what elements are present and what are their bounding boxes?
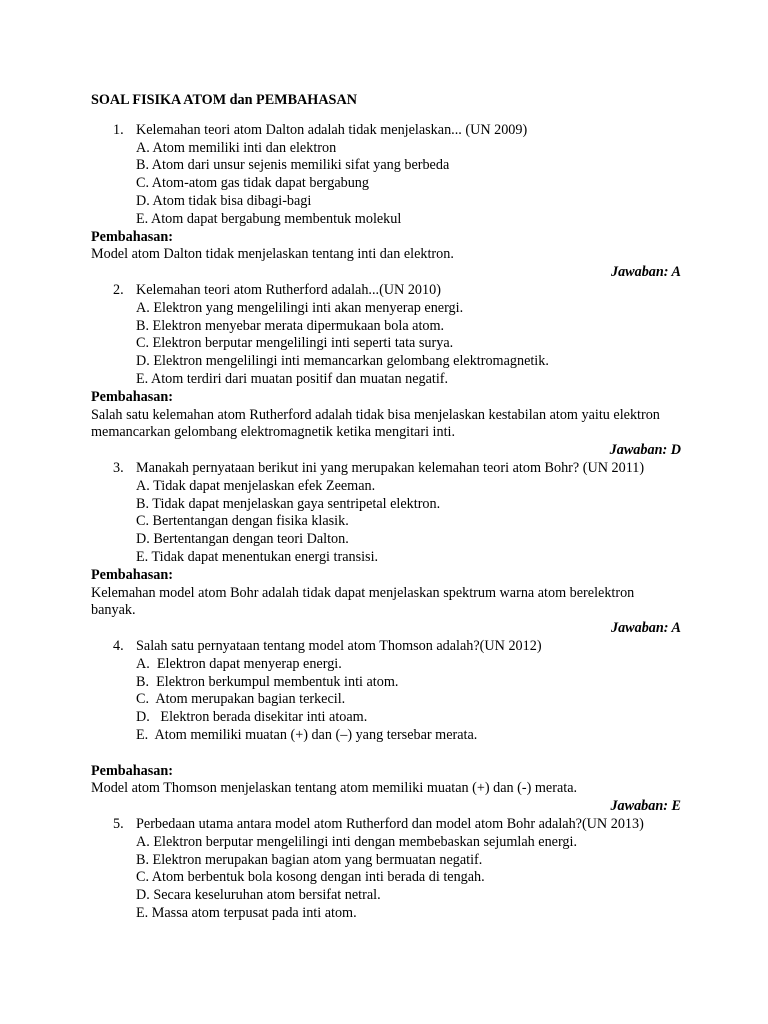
option-c: C. Atom-atom gas tidak dapat bergabung: [136, 175, 369, 192]
option-list: [91, 140, 681, 229]
question-stem: [91, 460, 681, 478]
question-number: 5.: [113, 816, 124, 833]
discussion-text: Model atom Dalton tidak menjelaskan tentang inti dan elektron.: [91, 246, 454, 263]
option-c: C. Atom berbentuk bola kosong dengan inti berada di tengah.: [136, 869, 485, 886]
question-stem: [91, 282, 681, 300]
question-text: Kelemahan teori atom Rutherford adalah...(UN 2010): [136, 281, 441, 298]
option-c: C. Bertentangan dengan fisika klasik.: [136, 513, 349, 530]
question-number: 3.: [113, 459, 124, 476]
question-number: 2.: [113, 281, 124, 298]
discussion-label: Pembahasan:: [91, 388, 173, 405]
question-4: [91, 638, 681, 816]
option-b: B. Atom dari unsur sejenis memiliki sifat yang berbeda: [136, 157, 450, 174]
option-d: D. Elektron mengelilingi inti memancarkan gelombang elektromagnetik.: [136, 353, 549, 370]
option-e: E. Atom terdiri dari muatan positif dan muatan negatif.: [136, 370, 449, 387]
answer-key: Jawaban: D: [609, 442, 681, 459]
question-1: [91, 122, 681, 282]
option-c: C. Elektron berputar mengelilingi inti seperti tata surya.: [136, 335, 454, 352]
discussion-text: Salah satu kelemahan atom Rutherford adalah tidak bisa menjelaskan kestabilan atom yaitu elektron memancarkan gelombang elektromagnetik ketika mengitari inti.: [91, 406, 660, 441]
blank-line: [91, 745, 681, 763]
option-b: B. Elektron berkumpul membentuk inti atom.: [136, 673, 399, 690]
question-stem: [91, 638, 681, 656]
document-body: [91, 92, 681, 923]
question-2: [91, 282, 681, 460]
option-list: [91, 478, 681, 567]
question-number: 4.: [113, 637, 124, 654]
discussion-label: Pembahasan:: [91, 228, 173, 245]
question-text: Kelemahan teori atom Dalton adalah tidak menjelaskan... (UN 2009): [136, 121, 528, 138]
question-5: [91, 816, 681, 923]
option-a: A. Elektron yang mengelilingi inti akan menyerap energi.: [136, 299, 464, 316]
question-stem: [91, 122, 681, 140]
option-d: D. Secara keseluruhan atom bersifat netral.: [136, 887, 381, 904]
question-stem: [91, 816, 681, 834]
option-a: A. Tidak dapat menjelaskan efek Zeeman.: [136, 477, 376, 494]
answer-key: Jawaban: A: [610, 620, 681, 637]
answer-key: Jawaban: A: [610, 264, 681, 281]
option-d: D. Elektron berada disekitar inti atoam.: [136, 709, 368, 726]
option-a: A. Atom memiliki inti dan elektron: [136, 139, 337, 156]
question-3: [91, 460, 681, 638]
question-text: Perbedaan utama antara model atom Rutherford dan model atom Bohr adalah?(UN 2013): [136, 816, 644, 833]
document-title: SOAL FISIKA ATOM dan PEMBAHASAN: [91, 92, 357, 108]
option-d: D. Atom tidak bisa dibagi-bagi: [136, 192, 312, 209]
option-b: B. Elektron menyebar merata dipermukaan bola atom.: [136, 317, 445, 334]
discussion-label: Pembahasan:: [91, 566, 173, 583]
option-e: E. Atom memiliki muatan (+) dan (–) yang tersebar merata.: [136, 726, 478, 743]
answer-key: Jawaban: E: [610, 798, 681, 815]
option-d: D. Bertentangan dengan teori Dalton.: [136, 531, 349, 548]
option-a: A. Elektron berputar mengelilingi inti dengan membebaskan sejumlah energi.: [136, 833, 578, 850]
option-list: [91, 834, 681, 923]
option-c: C. Atom merupakan bagian terkecil.: [136, 691, 346, 708]
option-e: E. Atom dapat bergabung membentuk molekul: [136, 210, 402, 227]
option-list: [91, 656, 681, 745]
option-b: B. Elektron merupakan bagian atom yang bermuatan negatif.: [136, 851, 483, 868]
question-number: 1.: [113, 121, 124, 138]
discussion-text: Kelemahan model atom Bohr adalah tidak dapat menjelaskan spektrum warna atom berelektron banyak.: [91, 584, 635, 619]
discussion-text: Model atom Thomson menjelaskan tentang atom memiliki muatan (+) dan (-) merata.: [91, 780, 578, 797]
option-a: A. Elektron dapat menyerap energi.: [136, 655, 342, 672]
option-b: B. Tidak dapat menjelaskan gaya sentripetal elektron.: [136, 495, 441, 512]
question-text: Manakah pernyataan berikut ini yang merupakan kelemahan teori atom Bohr? (UN 2011): [136, 459, 645, 476]
option-e: E. Tidak dapat menentukan energi transisi.: [136, 548, 379, 565]
question-text: Salah satu pernyataan tentang model atom Thomson adalah?(UN 2012): [136, 637, 542, 654]
discussion-label: Pembahasan:: [91, 762, 173, 779]
option-e: E. Massa atom terpusat pada inti atom.: [136, 905, 357, 922]
option-list: [91, 300, 681, 389]
